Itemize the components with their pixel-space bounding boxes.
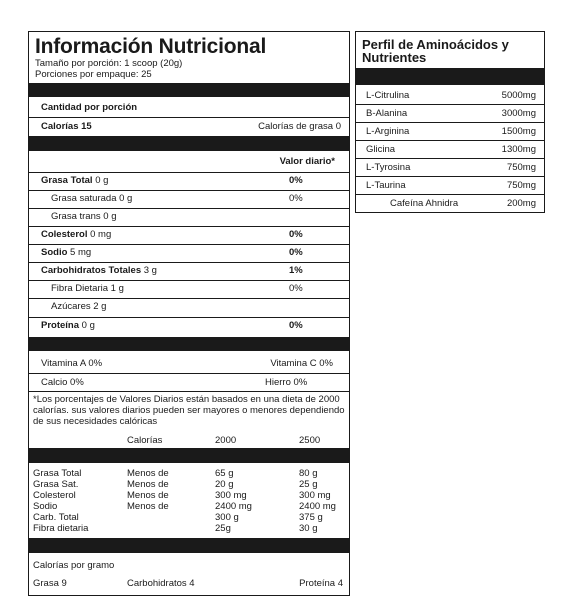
divider-line (356, 212, 544, 213)
nutrient-row (51, 283, 124, 295)
divider-bar (29, 448, 349, 463)
calories-per-gram-label: Calorías por gramo (33, 560, 115, 571)
nutrient-row (51, 301, 106, 313)
daily-value-header: Valor diario* (279, 156, 335, 167)
nutrient-row (51, 193, 132, 205)
servings-per-container: Porciones por empaque: 25 (35, 69, 152, 80)
amino-row (356, 195, 544, 213)
nutrient-row (41, 320, 95, 332)
amino-name: L-Taurina (366, 180, 406, 191)
nutrient-row (41, 175, 108, 187)
nutrient-amount: 2 g (90, 301, 107, 312)
nutrient-daily-value: 1% (289, 265, 303, 276)
nutrient-row (51, 211, 117, 223)
nutrient-label: Grasa trans (51, 211, 101, 222)
nutrient-amount: 1 g (108, 283, 124, 294)
amino-name: L-Tyrosina (366, 162, 411, 173)
nutrient-label: Proteína (41, 320, 80, 331)
divider-bar (29, 136, 349, 151)
amino-amount: 5000mg (501, 90, 536, 101)
nutrient-amount: 0 g (116, 193, 133, 204)
divider-line (29, 244, 349, 245)
amino-amount: 750mg (506, 180, 536, 191)
reference-qualifiers-column: Menos de Menos de Menos de Menos de (127, 468, 169, 512)
calories-per-gram-fat: Grasa 9 (33, 578, 67, 589)
reference-nutrients-column: Grasa Total Grasa Sat. Colesterol Sodio Carb. Total Fibra dietaria (33, 468, 89, 534)
amount-per-serving: Cantidad por porción (41, 102, 138, 113)
calories-label: Calorías (41, 121, 79, 132)
calories-per-gram-protein: Proteína 4 (299, 578, 343, 589)
amino-amount: 200mg (506, 198, 536, 209)
calories-value: 15 (81, 121, 92, 132)
divider-line (29, 226, 349, 227)
divider-bar (29, 538, 349, 553)
nutrient-daily-value: 0% (289, 283, 303, 294)
nutrient-daily-value: 0% (289, 229, 303, 240)
divider-bar (29, 337, 349, 351)
reference-calories-label: Calorías (127, 435, 163, 446)
amino-row (356, 177, 544, 195)
divider-line (29, 262, 349, 263)
calcium: Calcio 0% (41, 377, 84, 388)
nutrient-daily-value: 0% (289, 247, 303, 258)
nutrient-label: Carbohidratos Totales (41, 265, 142, 276)
nutrient-row (41, 265, 157, 277)
reference-2500-column: 80 g 25 g 300 mg 2400 mg 375 g 30 g (299, 468, 336, 534)
nutrient-amount: 0 g (79, 320, 95, 331)
nutrient-amount: 0 g (92, 175, 109, 186)
amino-name: B-Alanina (366, 108, 408, 119)
nutrient-daily-value: 0% (289, 175, 303, 186)
divider-line (29, 208, 349, 209)
amino-profile-panel (355, 31, 545, 213)
divider-line (29, 317, 349, 318)
divider-line (29, 298, 349, 299)
nutrient-amount: 0 g (100, 211, 117, 222)
divider-line (29, 373, 349, 374)
reference-2000-header: 2000 (215, 435, 237, 446)
nutrition-title: Información Nutricional (35, 35, 267, 58)
divider-line (29, 190, 349, 191)
nutrient-label: Azúcares (51, 301, 91, 312)
divider-line (29, 117, 349, 118)
nutrient-label: Fibra Dietaria (51, 283, 109, 294)
calories-from-fat: Calorías de grasa 0 (258, 121, 341, 132)
nutrient-amount: 0 mg (87, 229, 112, 240)
calories-row (41, 121, 92, 133)
reference-2500-header: 2500 (299, 435, 321, 446)
amino-row (356, 141, 544, 159)
reference-2000-column: 65 g 20 g 300 mg 2400 mg 300 g 25g (215, 468, 252, 534)
amino-row (356, 159, 544, 177)
serving-size: Tamaño por porción: 1 scoop (20g) (35, 58, 183, 69)
vitamin-a: Vitamina A 0% (41, 358, 103, 369)
amino-name: L-Arginina (366, 126, 410, 137)
amino-name: L-Citrulina (366, 90, 410, 101)
divider-line (29, 391, 349, 392)
amino-name: Glicina (366, 144, 396, 155)
divider-bar (29, 83, 349, 97)
daily-value-footnote: *Los porcentajes de Valores Diarios están basados en una dieta de 2000 calorías. sus valores diarios pueden ser mayores o menores dependiendo de sus necesidades calóricas (33, 394, 345, 427)
divider-line (29, 280, 349, 281)
iron: Hierro 0% (265, 377, 308, 388)
nutrition-facts-panel (28, 31, 350, 596)
amino-name: Cafeína Ahnidra (390, 198, 459, 209)
amino-row (356, 123, 544, 141)
nutrient-label: Sodio (41, 247, 68, 258)
amino-profile-title: Perfil de Aminoácidos y Nutrientes (362, 37, 509, 65)
nutrient-row (41, 229, 111, 241)
divider-line (29, 172, 349, 173)
amino-amount: 3000mg (501, 108, 536, 119)
amino-amount: 1500mg (501, 126, 536, 137)
amino-amount: 750mg (506, 162, 536, 173)
nutrient-daily-value: 0% (289, 320, 303, 331)
nutrient-label: Grasa Total (41, 175, 93, 186)
nutrient-amount: 3 g (141, 265, 157, 276)
nutrient-label: Grasa saturada (51, 193, 117, 204)
nutrient-label: Colesterol (41, 229, 88, 240)
nutrient-amount: 5 mg (67, 247, 92, 258)
vitamin-c: Vitamina C 0% (270, 358, 333, 369)
divider-bar (356, 68, 544, 85)
calories-per-gram-carbs: Carbohidratos 4 (127, 578, 195, 589)
amino-row (356, 87, 544, 105)
nutrient-row (41, 247, 91, 259)
amino-amount: 1300mg (501, 144, 536, 155)
amino-row (356, 105, 544, 123)
nutrient-daily-value: 0% (289, 193, 303, 204)
